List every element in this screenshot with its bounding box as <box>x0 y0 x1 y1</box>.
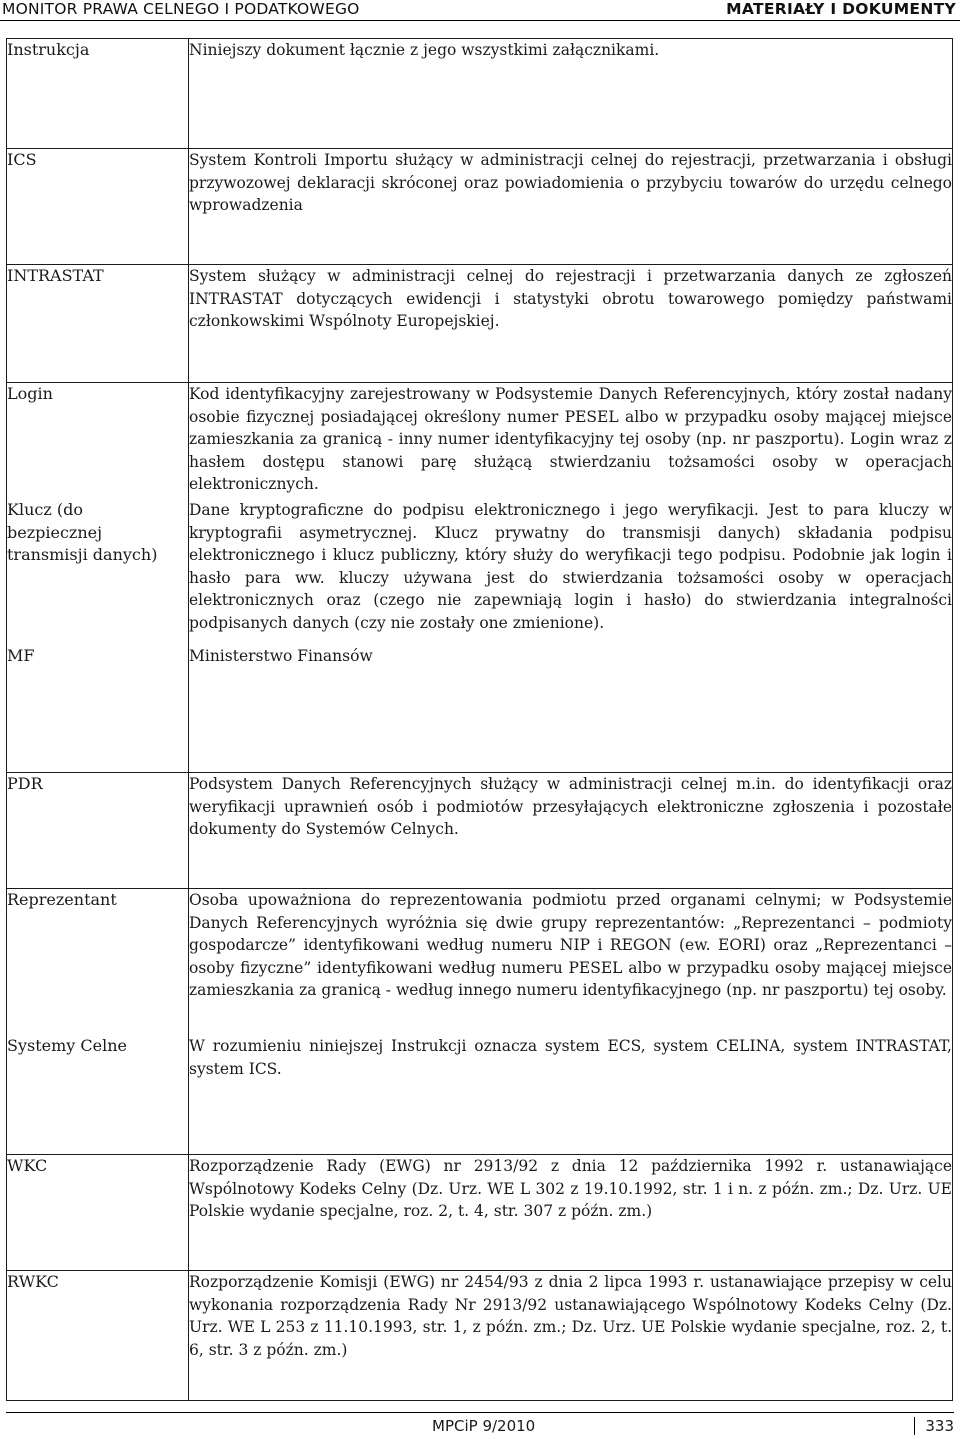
definition-intrastat: System służący w administracji celnej do rejestracji i przetwarzania danych ze zgłoszeń INTRASTAT dotyczących ewidencji i statystyki obrotu towarowego pomiędzy państwami członkowskimi Wspólnoty Europejskiej. <box>189 267 952 330</box>
term-systemy-celne: Systemy Celne <box>7 1036 128 1055</box>
definition-pdr: Podsystem Danych Referencyjnych służący w administracji celnej m.in. do identyfikacji oraz weryfikacji uprawnień osób i podmiotów przesyłających elektroniczne zgłoszenia i pozostałe dokumenty do Systemów Celnych. <box>189 775 952 838</box>
term-pdr: PDR <box>7 774 43 793</box>
term-reprezentant: Reprezentant <box>7 890 117 909</box>
term-login: Login <box>7 384 53 403</box>
table-row <box>7 773 953 889</box>
definition-klucz: Dane kryptograficzne do podpisu elektronicznego i jego weryfikacji. Jest to para kluczy w kryptografii asymetrycznej. Klucz prywatny do transmisji danych) składania podpisu elektronicznego i klucz publiczny, który służy do weryfikacji tego podpisu. Podobnie jak login i hasło para ww. kluczy używana jest do stwierdzania tożsamości osoby w operacjach elektronicznych oraz (czego nie zapewniają login i hasło) do stwierdzania integralności podpisanych danych (czy nie zostały one zmienione). <box>189 501 952 632</box>
definition-cell <box>189 265 953 383</box>
term-wkc: WKC <box>7 1156 48 1175</box>
term-mf: MF <box>7 646 35 665</box>
definition-cell <box>189 149 953 265</box>
definition-cell <box>189 383 953 773</box>
definition-ics: System Kontroli Importu służący w administracji celnej do rejestracji, przetwarzania i obsługi przywozowej deklaracji skróconej oraz powiadomienia o przybyciu towarów do urzędu celnego wprowadzenia <box>189 151 952 214</box>
definition-cell <box>189 889 953 1155</box>
table-row <box>7 265 953 383</box>
term-cell <box>7 149 189 265</box>
footer-divider <box>914 1417 915 1435</box>
term-instrukcja: Instrukcja <box>7 40 90 59</box>
table-row <box>7 1271 953 1401</box>
definition-cell <box>189 1155 953 1271</box>
term-cell <box>7 265 189 383</box>
definition-instrukcja: Niniejszy dokument łącznie z jego wszystkimi załącznikami. <box>189 41 660 59</box>
term-cell <box>7 889 189 1155</box>
definition-mf: Ministerstwo Finansów <box>189 647 373 665</box>
page-footer <box>6 1412 954 1439</box>
term-cell <box>7 383 189 773</box>
term-ics: ICS <box>7 150 37 169</box>
journal-title: MONITOR PRAWA CELNEGO I PODATKOWEGO <box>2 0 360 18</box>
term-cell <box>7 39 189 149</box>
running-header <box>0 0 960 21</box>
issue-number: MPCiP 9/2010 <box>432 1417 536 1435</box>
definition-cell <box>189 39 953 149</box>
term-cell <box>7 773 189 889</box>
table-row <box>7 1155 953 1271</box>
term-rwkc: RWKC <box>7 1272 59 1291</box>
section-title: MATERIAŁY I DOKUMENTY <box>726 0 956 18</box>
definition-wkc: Rozporządzenie Rady (EWG) nr 2913/92 z dnia 12 października 1992 r. ustanawiające Wspólnotowy Kodeks Celny (Dz. Urz. WE L 302 z 19.10.1992, str. 1 i n. z późn. zm.; Dz. Urz. UE Polskie wydanie specjalne, roz. 2, t. 4, str. 307 z późn. zm.) <box>189 1157 952 1220</box>
glossary-table <box>6 38 953 1401</box>
table-row <box>7 39 953 149</box>
term-cell <box>7 1271 189 1401</box>
definition-cell <box>189 1271 953 1401</box>
table-row <box>7 383 953 773</box>
definition-cell <box>189 773 953 889</box>
term-klucz: Klucz (do bezpiecznej transmisji danych) <box>7 500 158 564</box>
definition-systemy-celne: W rozumieniu niniejszej Instrukcji oznacza system ECS, system CELINA, system INTRASTAT, system ICS. <box>189 1037 952 1078</box>
term-cell <box>7 1155 189 1271</box>
table-row <box>7 149 953 265</box>
definition-rwkc: Rozporządzenie Komisji (EWG) nr 2454/93 z dnia 2 lipca 1993 r. ustanawiające przepisy w celu wykonania rozporządzenia Rady Nr 2913/92 ustanawiającego Wspólnotowy Kodeks Celny (Dz. Urz. WE L 253 z 11.10.1993, str. 1, z późn. zm.; Dz. Urz. UE Polskie wydanie specjalne, roz. 2, t. 6, str. 3 z późn. zm.) <box>189 1273 952 1359</box>
definition-login: Kod identyfikacyjny zarejestrowany w Podsystemie Danych Referencyjnych, który został nadany osobie fizycznej posiadającej określony numer PESEL albo w przypadku osoby mającej miejsce zamieszkania za granicą - inny numer identyfikacyjny tej osoby (np. nr paszportu). Login wraz z hasłem dostępu stanowi parę służącą stwierdzaniu tożsamości osoby w operacjach elektronicznych. <box>189 385 952 493</box>
term-intrastat: INTRASTAT <box>7 266 104 285</box>
table-row <box>7 889 953 1155</box>
page-number: 333 <box>925 1417 954 1435</box>
definition-reprezentant: Osoba upoważniona do reprezentowania podmiotu przed organami celnymi; w Podsystemie Danych Referencyjnych wyróżnia się dwie grupy reprezentantów: „Reprezentanci – podmioty gospodarcze” identyfikowani według numeru NIP i REGON (ew. EORI) oraz „Reprezentanci – osoby fizyczne” identyfikowani według numeru PESEL albo w przypadku osoby mającej miejsce zamieszkania za granicą - według innego numeru identyfikacyjnego (np. nr paszportu) tej osoby. <box>189 891 952 999</box>
